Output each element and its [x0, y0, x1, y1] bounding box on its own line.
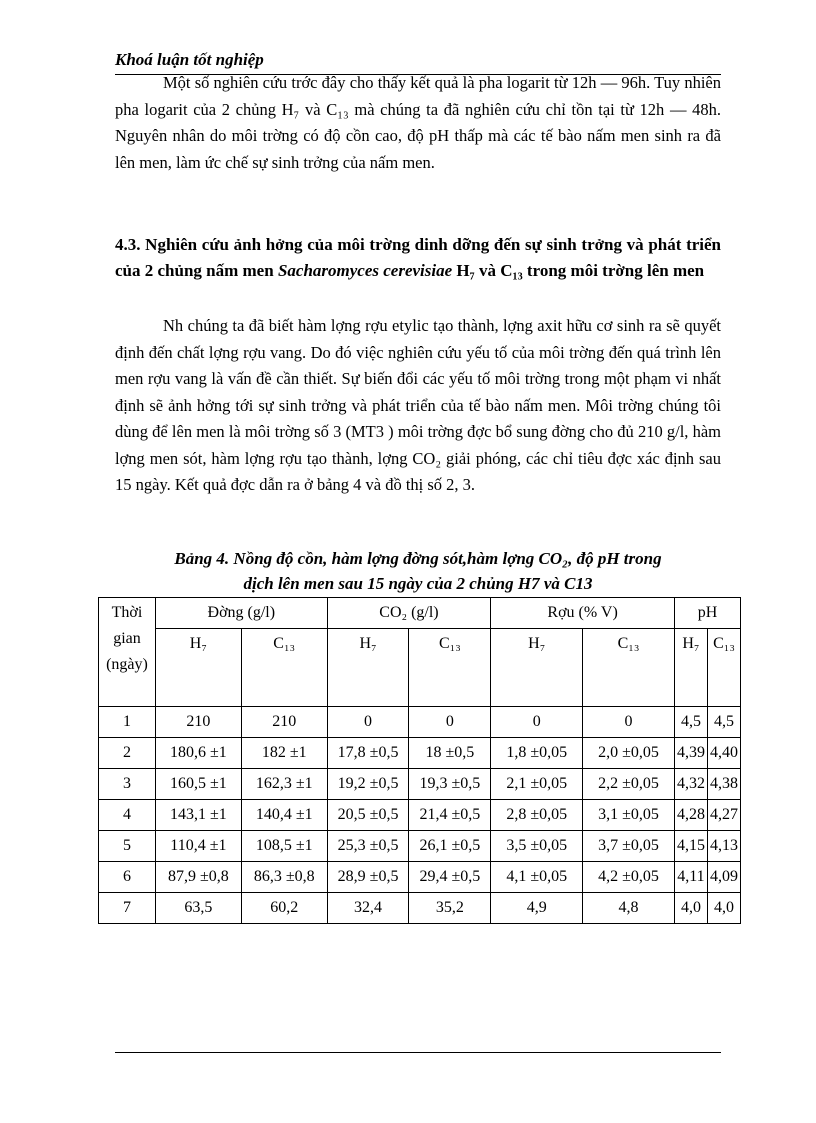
- sub-header-cell: H₇: [674, 629, 707, 707]
- table-cell: 182 ±1: [241, 738, 327, 769]
- table-cell-day: 6: [99, 862, 156, 893]
- footer-rule: [115, 1052, 721, 1053]
- table-cell: 35,2: [409, 893, 491, 924]
- table-cell: 3,5 ±0,05: [491, 831, 583, 862]
- table-cell: 87,9 ±0,8: [155, 862, 241, 893]
- table-cell-day: 1: [99, 707, 156, 738]
- table-cell: 1,8 ±0,05: [491, 738, 583, 769]
- sub-header-cell: C₁₃: [707, 629, 740, 707]
- table-cell: 18 ±0,5: [409, 738, 491, 769]
- table-cell: 4,0: [707, 893, 740, 924]
- table-cell: 0: [491, 707, 583, 738]
- table-cell: 86,3 ±0,8: [241, 862, 327, 893]
- header-time: Thời gian (ngày): [99, 598, 156, 707]
- table-cell: 2,1 ±0,05: [491, 769, 583, 800]
- table-cell: 60,2: [241, 893, 327, 924]
- sub-header-cell: H₇: [327, 629, 409, 707]
- table-cell: 21,4 ±0,5: [409, 800, 491, 831]
- table-cell-day: 7: [99, 893, 156, 924]
- table-cell: 17,8 ±0,5: [327, 738, 409, 769]
- table-cell: 4,38: [707, 769, 740, 800]
- table-cell: 4,13: [707, 831, 740, 862]
- table-cell: 4,11: [674, 862, 707, 893]
- header-alcohol: Rợu (% V): [491, 598, 675, 629]
- paragraph-method: [115, 313, 721, 499]
- table-cell: 110,4 ±1: [155, 831, 241, 862]
- table-cell: 0: [583, 707, 675, 738]
- table-cell: 3,1 ±0,05: [583, 800, 675, 831]
- table-cell: 29,4 ±0,5: [409, 862, 491, 893]
- table-group-header-row: [99, 598, 741, 629]
- table-caption: [115, 546, 721, 596]
- table-cell: 140,4 ±1: [241, 800, 327, 831]
- table-cell: 4,9: [491, 893, 583, 924]
- table-cell: 63,5: [155, 893, 241, 924]
- table-cell: 210: [241, 707, 327, 738]
- header-sugar: Đờng (g/l): [155, 598, 327, 629]
- section-species: Sacharomyces cerevisiae: [277, 261, 453, 280]
- section-title-after: H₇ và C₁₃ trong môi trờng lên men: [456, 261, 705, 280]
- table-cell: 210: [155, 707, 241, 738]
- paragraph-method-text: Nh chúng ta đã biết hàm lợng rợu etylic tạo thành, lợng axit hữu cơ sinh ra sẽ quyết định đến chất lợng rợu vang. Do đó việc nghiên cứu yếu tố của môi trờng đến quá trình lên men rợu vang là vấn đề cần thiết. Sự biến đổi các yếu tố môi trờng trong một phạm vi nhất định sẽ ảnh hởng tới sự sinh trởng và phát triển của tế bào nấm men. Môi trờng chúng tôi dùng để lên men là môi trờng số 3 (MT3 ) môi trờng đợc bổ sung đờng cho đủ 210 g/l, hàm lợng men sót, hàm lợng rợu tạo thành, lợng CO₂ giải phóng, các chỉ tiêu đợc xác định sau 15 ngày. Kết quả đợc dẫn ra ở bảng 4 và đồ thị số 2, 3.: [115, 316, 721, 494]
- table-caption-line1: Bảng 4. Nồng độ cồn, hàm lợng đờng sót,hàm lợng CO₂, độ pH trong: [174, 549, 662, 568]
- table-cell: 4,5: [674, 707, 707, 738]
- paragraph-intro-text: Một số nghiên cứu trớc đây cho thấy kết quả là pha logarit từ 12h — 96h. Tuy nhiên pha logarit của 2 chủng H₇ và C₁₃ mà chúng ta đã nghiên cứu chỉ tồn tại từ 12h — 48h. Nguyên nhân do môi trờng có độ cồn cao, độ pH thấp mà các tế bào nấm men sinh ra đã lên men, làm ức chế sự sinh trởng của nấm men.: [115, 73, 721, 172]
- table-caption-line2: dịch lên men sau 15 ngày của 2 chủng H7 và C13: [243, 574, 593, 593]
- table-cell: 2,0 ±0,05: [583, 738, 675, 769]
- data-table: [98, 597, 741, 924]
- table-cell: 20,5 ±0,5: [327, 800, 409, 831]
- table-cell: 4,09: [707, 862, 740, 893]
- table-row: [99, 738, 741, 769]
- table-body: [99, 707, 741, 924]
- table-row: [99, 707, 741, 738]
- table-row: [99, 800, 741, 831]
- table-cell: 28,9 ±0,5: [327, 862, 409, 893]
- table-cell: 4,40: [707, 738, 740, 769]
- table-cell: 32,4: [327, 893, 409, 924]
- table-cell-day: 2: [99, 738, 156, 769]
- table-cell: 4,5: [707, 707, 740, 738]
- table-row: [99, 831, 741, 862]
- table-cell: 4,2 ±0,05: [583, 862, 675, 893]
- table-cell: 4,27: [707, 800, 740, 831]
- table-row: [99, 769, 741, 800]
- table-cell: 4,39: [674, 738, 707, 769]
- table-sub-header-row: [99, 629, 741, 707]
- table-cell: 19,2 ±0,5: [327, 769, 409, 800]
- table-cell: 0: [409, 707, 491, 738]
- header-title: Khoá luận tốt nghiệp: [115, 50, 264, 69]
- table-cell: 4,15: [674, 831, 707, 862]
- section-heading: [115, 232, 721, 284]
- section-number: 4.3.: [115, 235, 141, 254]
- table-row: [99, 893, 741, 924]
- table-cell-day: 4: [99, 800, 156, 831]
- table-cell: 160,5 ±1: [155, 769, 241, 800]
- table-cell: 4,0: [674, 893, 707, 924]
- table-cell: 2,2 ±0,05: [583, 769, 675, 800]
- header-co2: CO₂ (g/l): [327, 598, 491, 629]
- header-ph: pH: [674, 598, 740, 629]
- table-cell: 4,1 ±0,05: [491, 862, 583, 893]
- paragraph-intro: [115, 70, 721, 176]
- sub-header-cell: C₁₃: [583, 629, 675, 707]
- table-cell-day: 3: [99, 769, 156, 800]
- table-cell: 4,28: [674, 800, 707, 831]
- table-cell: 3,7 ±0,05: [583, 831, 675, 862]
- table-cell: 143,1 ±1: [155, 800, 241, 831]
- table-cell: 19,3 ±0,5: [409, 769, 491, 800]
- table-cell: 0: [327, 707, 409, 738]
- table-cell: 25,3 ±0,5: [327, 831, 409, 862]
- table-cell: 4,8: [583, 893, 675, 924]
- table-cell: 180,6 ±1: [155, 738, 241, 769]
- table-cell: 26,1 ±0,5: [409, 831, 491, 862]
- table-cell: 108,5 ±1: [241, 831, 327, 862]
- table-cell: 162,3 ±1: [241, 769, 327, 800]
- table-cell: 4,32: [674, 769, 707, 800]
- sub-header-cell: C₁₃: [409, 629, 491, 707]
- table-cell-day: 5: [99, 831, 156, 862]
- sub-header-cell: H₇: [155, 629, 241, 707]
- table-row: [99, 862, 741, 893]
- sub-header-cell: C₁₃: [241, 629, 327, 707]
- table-cell: 2,8 ±0,05: [491, 800, 583, 831]
- sub-header-cell: H₇: [491, 629, 583, 707]
- section-title-before: Nghiên cứu ảnh hởng của môi trờng dinh dỡng đến sự sinh trởng và phát triển của 2 chủng nấm men: [115, 235, 721, 280]
